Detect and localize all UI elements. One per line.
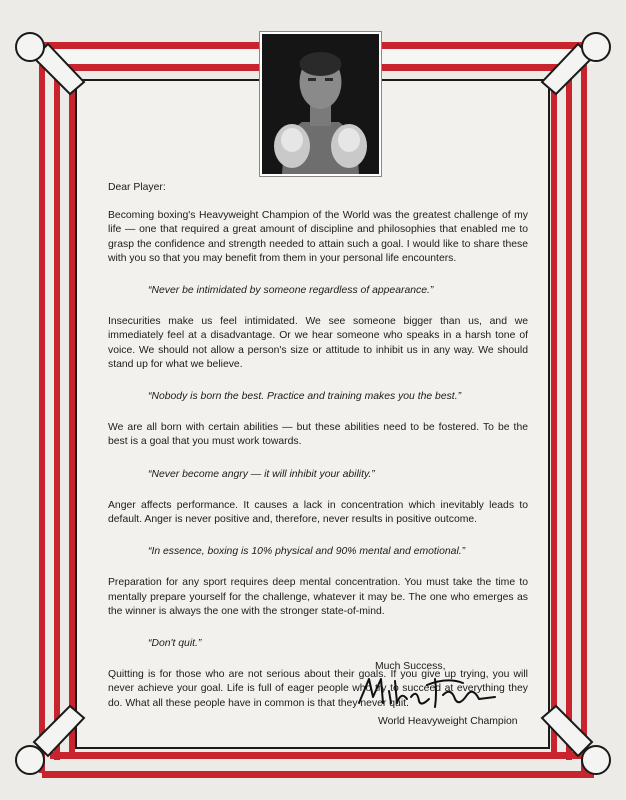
boxer-silhouette (262, 34, 379, 174)
salutation: Dear Player: (108, 182, 166, 193)
paragraph-1: Insecurities make us feel intimidated. We see someone bigger than us, and we immediately feel at a disadvantage. Or we hear someone who speaks in a harsh tone of voice. We should not allow a person's size or attitude to inhibit us in any way. We should stand up for what we believe. (108, 316, 528, 370)
paragraph-2: We are all born with certain abilities — but these abilities need to be fostered. To be the best is a goal that you must work towards. (108, 422, 528, 448)
quote-5: “Don't quit.” (148, 638, 202, 650)
corner-post-top-left (16, 33, 44, 61)
quote-2: “Nobody is born the best. Practice and training makes you the best.” (148, 391, 462, 403)
ring-ropes-right (551, 65, 587, 773)
closing: Much Success, (375, 661, 446, 672)
paragraph-5: Quitting is for those who are not serious about their goals. If you give up trying, you will never achieve your goal. Life is full of eager people who try to succeed at everything they do. What all these people have in common is that they never quit. (108, 669, 528, 709)
boxer-photo (260, 32, 381, 176)
paragraph-4: Preparation for any sport requires deep mental concentration. You must take the time to mentally prepare yourself for the challenge, whatever it may be. The one who emerges as the winner is always the one with the stronger state-of-mind. (108, 577, 528, 617)
ring-ropes-bottom (42, 752, 594, 778)
corner-post-top-right (582, 33, 610, 61)
ring-ropes-left (39, 65, 75, 773)
corner-post-bottom-right (582, 746, 610, 774)
quote-3: “Never become angry — it will inhibit your ability.” (148, 468, 375, 480)
letter-body (108, 181, 528, 729)
handwritten-signature (355, 673, 500, 713)
intro-paragraph: Becoming boxing's Heavyweight Champion of the World was the greatest challenge of my life — one that required a great amount of discipline and philosophies that enabled me to grasp the confidence and strength needed to attain such a goal. I would like to share these with you so that you may benefit from them in your personal life encounters. (108, 210, 528, 264)
quote-1: “Never be intimidated by someone regardless of appearance.” (148, 285, 434, 297)
quote-4: “In essence, boxing is 10% physical and 90% mental and emotional.” (148, 546, 466, 558)
corner-post-bottom-left (16, 746, 44, 774)
signoff-title: World Heavyweight Champion (378, 716, 518, 727)
paragraph-3: Anger affects performance. It causes a lack in concentration which inevitably leads to default. Anger is never positive and, therefore, never results in positive outcome. (108, 499, 528, 526)
